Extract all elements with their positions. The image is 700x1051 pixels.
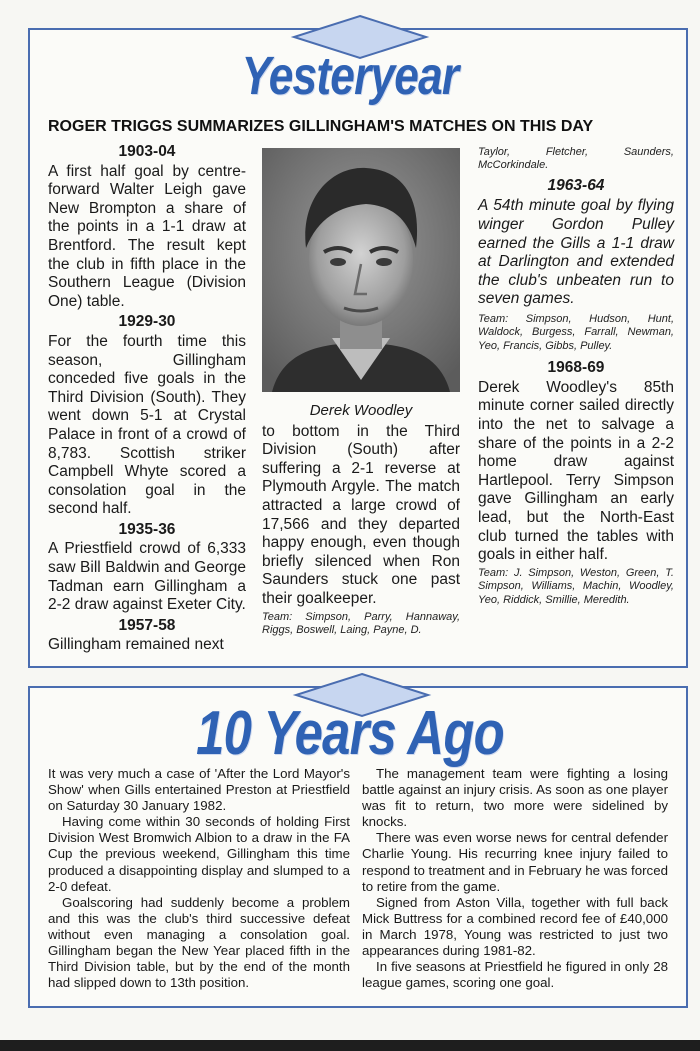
article-paragraph: There was even worse news for central defender Charlie Young. His recurring knee injury failed to respond to treatment and in February he was forced to retire from the game.: [362, 830, 668, 894]
season-heading: 1957-58: [118, 616, 176, 634]
article-paragraph: It was very much a case of 'After the Lord Mayor's Show' when Gills entertained Preston at Priestfield on Saturday 30 January 1982.: [48, 766, 350, 814]
season-text: A first half goal by centre-forward Walter Leigh gave New Brompton a share of the points in a 1-1 draw at Brentford. The result kept the club in fifth place in the Southern League (Division One) table.: [48, 162, 246, 310]
yesteryear-subtitle: ROGER TRIGGS SUMMARIZES GILLINGHAM'S MATCHES ON THIS DAY: [48, 118, 594, 135]
season-text: A 54th minute goal by flying winger Gordon Pulley earned the Gills a 1-1 draw at Darlington and extended the club's unbeaten run to seven games.: [478, 197, 674, 308]
page-edge-strip: [0, 1040, 700, 1051]
season-heading: 1935-36: [118, 520, 176, 538]
player-photo: [262, 148, 460, 392]
article-paragraph: The management team were fighting a losing battle against an injury crisis. As soon as one player was fit to return, two more were sidelined by knocks.: [362, 766, 668, 830]
ten-years-ago-title: 10 Years Ago: [196, 699, 504, 768]
article-paragraph: Goalscoring had suddenly become a problem and this was the club's third successive defeat without even managing a consolation goal. Gillingham began the New Year placed fifth in the Third Division table, but by the end of the month had slipped down to 13th position.: [48, 894, 350, 991]
yesteryear-column-1: [48, 142, 246, 657]
team-lineup-continued: Taylor, Fletcher, Saunders, McCorkindale.: [478, 146, 674, 172]
article-paragraph: Signed from Aston Villa, together with full back Mick Buttress for a combined record fee of £40,000 in March 1978, Young was restricted to just two appearances during 1981-82.: [362, 894, 668, 959]
season-text: For the fourth time this season, Gillingham conceded five goals in the Third Division (South). They went down 5-1 at Crystal Palace in front of a crowd of 8,783. Scottish striker Campbell Whyte scored a consolation goal in the second half.: [48, 332, 246, 518]
season-heading: 1963-64: [547, 176, 605, 194]
team-lineup: Team: Simpson, Hudson, Hunt, Waldock, Burgess, Farrall, Newman, Yeo, Francis, Gibbs, Pulley.: [478, 312, 674, 352]
team-lineup: Team: J. Simpson, Weston, Green, T. Simpson, Williams, Machin, Woodley, Yeo, Riddick, Smillie, Meredith.: [478, 566, 674, 606]
season-heading: 1903-04: [118, 143, 176, 160]
photo-caption: Derek Woodley: [309, 402, 413, 419]
season-text: Derek Woodley's 85th minute corner sailed directly into the net to salvage a share of the points in a 2-2 home draw against Hartlepool. Terry Simpson gave Gillingham an early lead, but the North-East club turned the tables with goals in either half.: [478, 378, 674, 564]
yesteryear-title: Yesteryear: [241, 46, 459, 106]
team-lineup: Team: Simpson, Parry, Hannaway, Riggs, Boswell, Laing, Payne, D.: [262, 610, 460, 636]
article-paragraph: In five seasons at Priestfield he figured in only 28 league games, scoring one goal.: [362, 959, 668, 991]
ten-years-right-column: [362, 766, 668, 991]
yesteryear-column-3: [478, 142, 674, 611]
season-text: Gillingham remained next: [48, 636, 224, 654]
yesteryear-column-2: [262, 402, 460, 641]
season-heading: 1929-30: [118, 313, 176, 331]
season-text-continued: to bottom in the Third Division (South) after suffering a 2-1 reverse at Plymouth Argyle. The match attracted a large crowd of 17,566 and they departed happy enough, even though briefly silenced when Ron Saunders stuck one past their goalkeeper.: [262, 422, 460, 607]
season-text: A Priestfield crowd of 6,333 saw Bill Baldwin and George Tadman earn Gillingham a 2-2 draw against Exeter City.: [48, 540, 246, 614]
ten-years-left-column: [48, 766, 350, 991]
portrait-illustration: [262, 148, 460, 392]
player-photo-frame: [262, 148, 460, 392]
season-heading: 1968-69: [547, 359, 605, 377]
article-paragraph: Having come within 30 seconds of holding First Division West Bromwich Albion to a draw in the FA Cup the previous weekend, Gillingham this time produced a disappointing display and slumped to a 2-0 defeat.: [48, 814, 350, 894]
